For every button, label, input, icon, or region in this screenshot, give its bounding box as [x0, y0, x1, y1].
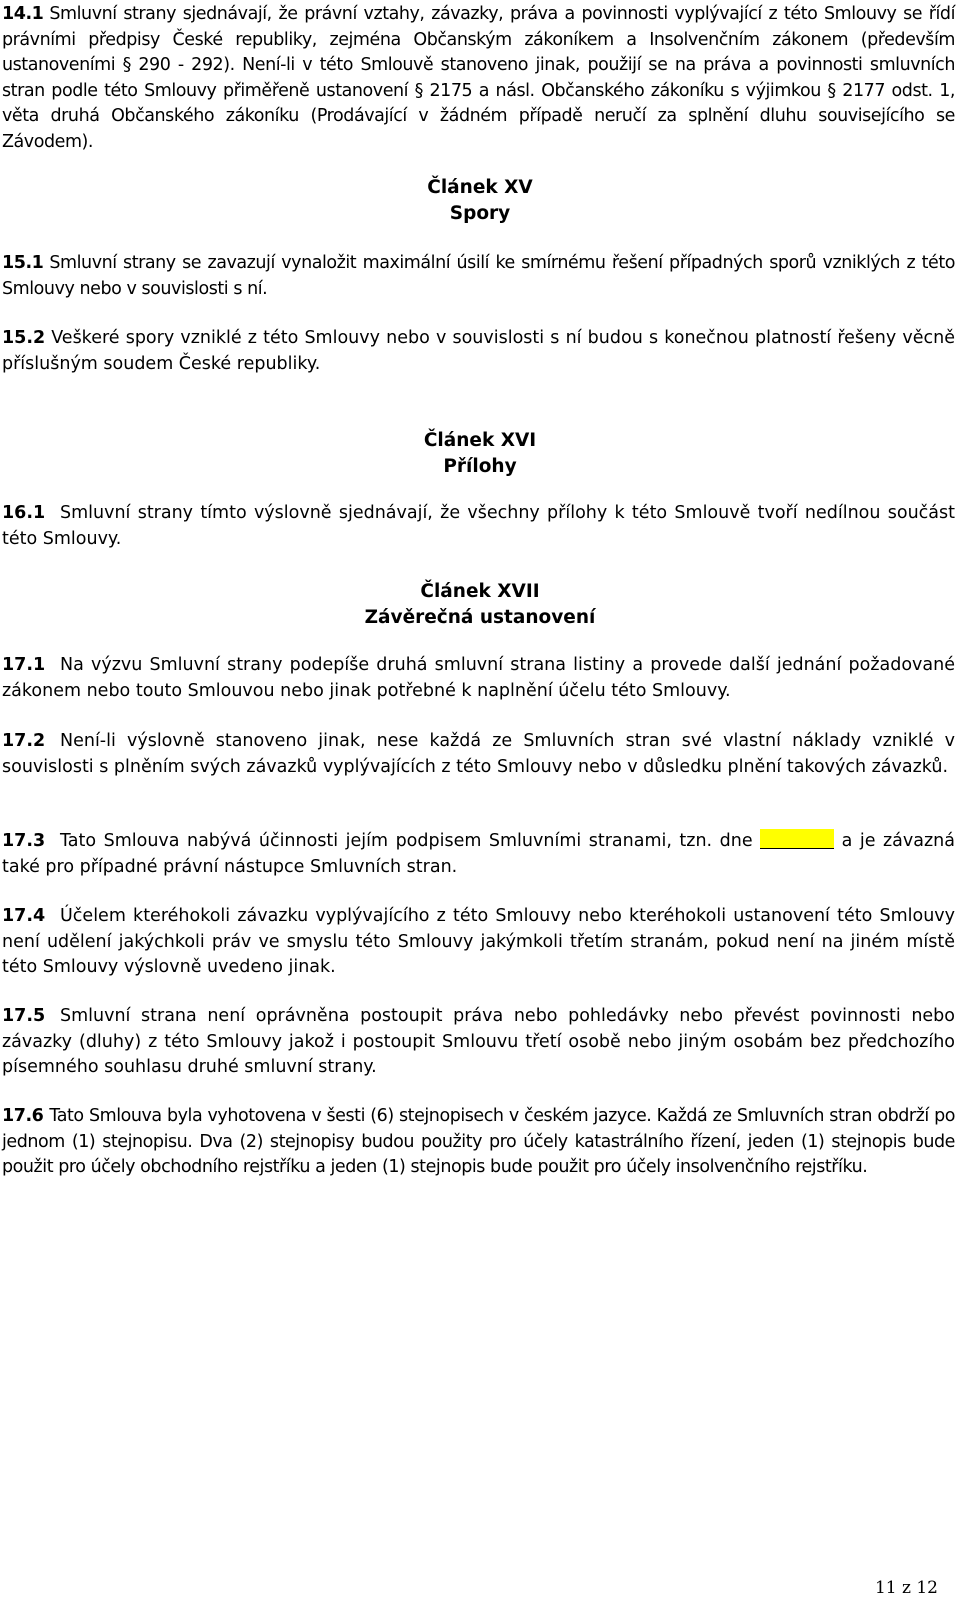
section-text-after: a je závazná také pro případné právní nástupce Smluvních stran.: [2, 831, 955, 877]
section-text-before: Tato Smlouva nabývá účinnosti jejím podpisem Smluvními stranami, tzn. dne: [60, 831, 753, 851]
section-number: 15.1: [2, 253, 44, 273]
section-17-4: [2, 904, 955, 981]
section-text: Tato Smlouva byla vyhotovena v šesti (6) stejnopisech v českém jazyce. Každá ze Smluvních stran obdrží po jednom (1) stejnopisu. Dva (2) stejnopisy budou použity pro účely katastrálního řízení, jeden (1) stejnopis bude použit pro účely obchodního rejstříku a jeden (1) stejnopis bude použit pro účely insolvenčního rejstříku.: [2, 1106, 955, 1177]
section-14-1: [2, 2, 955, 155]
section-text: Smluvní strana není oprávněna postoupit práva nebo pohledávky nebo převést povinnosti nebo závazky (dluhy) z této Smlouvy jakož i postoupit Smlouvu třetí osobě nebo jiným osobám bez předchozího písemného souhlasu druhé smluvní strany.: [2, 1006, 955, 1077]
effective-date-blank[interactable]: [760, 829, 834, 849]
article-title: Článek XVII: [420, 581, 540, 602]
section-text: Smluvní strany sjednávají, že právní vztahy, závazky, práva a povinnosti vyplývající z této Smlouvy se řídí právními předpisy České republiky, zejména Občanským zákoníkem a Insolvenčním zákonem (především ustanoveními § 290 - 292). Není-li v této Smlouvě stanoveno jinak, použijí se na práva a povinnosti smluvních stran podle této Smlouvy přiměřeně ustanovení § 2175 a násl. Občanského zákoníku s výjimkou § 2177 odst. 1, věta druhá Občanského zákoníku (Prodávající v žádném případě neručí za splnění dluhu souvisejícího se Závodem).: [2, 4, 955, 152]
article-title: Článek XVI: [423, 430, 537, 451]
section-number: 17.2: [2, 731, 46, 751]
section-text: Veškeré spory vzniklé z této Smlouvy nebo v souvislosti s ní budou s konečnou platností řešeny věcně příslušným soudem České republiky.: [2, 328, 955, 374]
article-subtitle: Přílohy: [443, 456, 517, 477]
section-text: Smluvní strany tímto výslovně sjednávají, že všechny přílohy k této Smlouvě tvoří nedílnou součást této Smlouvy.: [2, 503, 955, 549]
article-subtitle: Závěrečná ustanovení: [364, 607, 596, 628]
section-number: 17.5: [2, 1006, 46, 1026]
section-15-1: [2, 251, 955, 302]
section-number: 15.2: [2, 328, 46, 348]
section-text: Smluvní strany se zavazují vynaložit maximální úsilí ke smírnému řešení případných sporů vzniklých z této Smlouvy nebo v souvislosti s ní.: [2, 253, 955, 299]
section-15-2: [2, 326, 955, 377]
section-text: Na výzvu Smluvní strany podepíše druhá smluvní strana listiny a provede další jednání požadované zákonem nebo touto Smlouvou nebo jinak potřebné k naplnění účelu této Smlouvy.: [2, 655, 955, 701]
section-17-1: [2, 653, 955, 704]
section-17-2: [2, 729, 955, 780]
section-16-1: [2, 501, 955, 552]
page-number: 11 z 12: [874, 1578, 938, 1598]
section-17-5: [2, 1004, 955, 1081]
section-17-3: [2, 829, 955, 880]
section-number: 14.1: [2, 4, 44, 24]
article-title: Článek XV: [427, 177, 533, 198]
section-number: 17.1: [2, 655, 46, 675]
section-number: 16.1: [2, 503, 46, 523]
section-text: Účelem kteréhokoli závazku vyplývajícího z této Smlouvy nebo kteréhokoli ustanovení této Smlouvy není udělení jakýchkoli práv ve smyslu této Smlouvy jakýmkoli třetím stranám, pokud není na jiném místě této Smlouvy výslovně uvedeno jinak.: [2, 906, 955, 977]
section-number: 17.6: [2, 1106, 44, 1126]
section-text: Není-li výslovně stanoveno jinak, nese každá ze Smluvních stran své vlastní náklady vzniklé v souvislosti s plněním svých závazků vyplývajících z této Smlouvy nebo v důsledku plnění takových závazků.: [2, 731, 955, 777]
section-number: 17.3: [2, 831, 46, 851]
section-number: 17.4: [2, 906, 46, 926]
article-subtitle: Spory: [449, 203, 511, 224]
section-17-6: [2, 1104, 955, 1181]
